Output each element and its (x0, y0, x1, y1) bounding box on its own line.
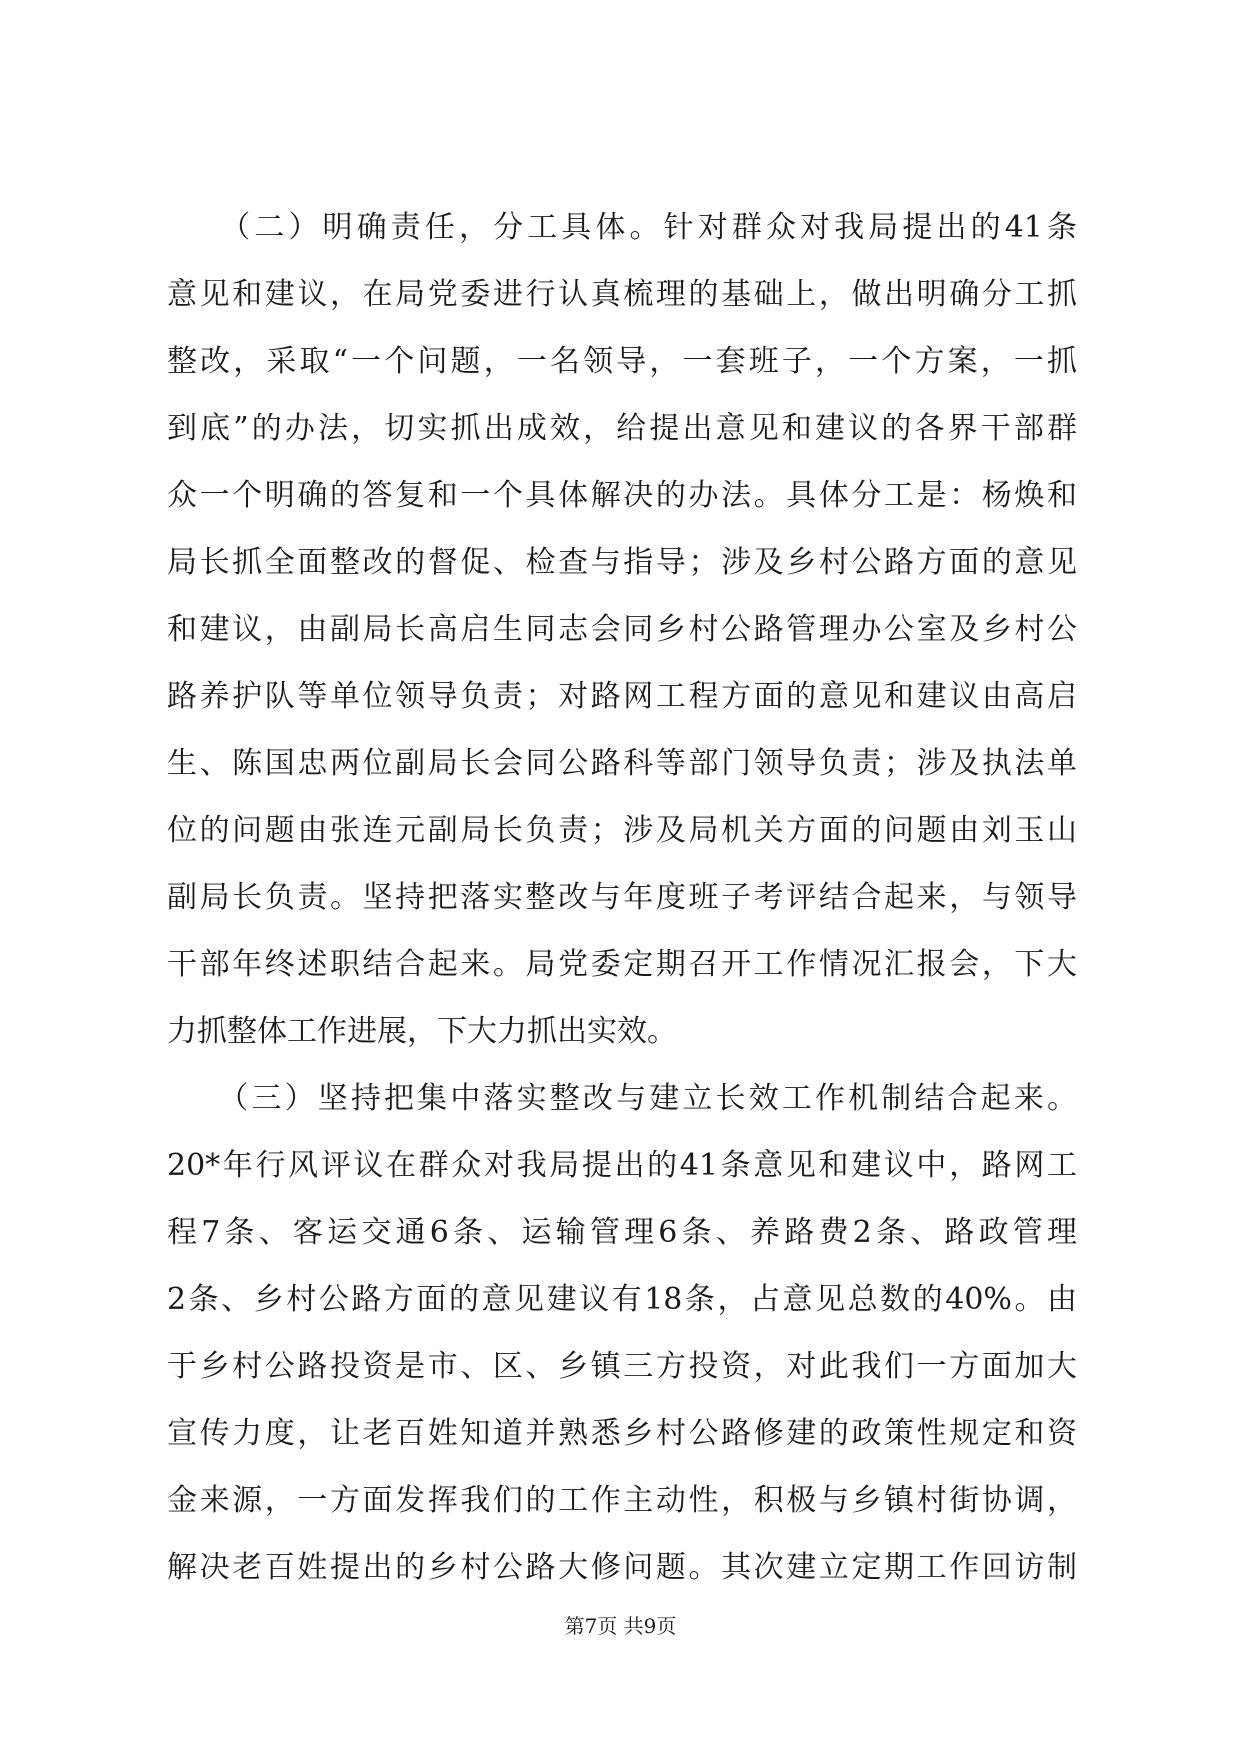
paragraph-line: 位的问题由张连元副局长负责；涉及局机关方面的问题由刘玉山 (167, 813, 1077, 848)
paragraph-line: 整改，采取“一个问题，一名领导，一套班子，一个方案，一抓 (167, 344, 1077, 379)
paragraph-line: 意见和建议，在局党委进行认真梳理的基础上，做出明确分工抓 (167, 277, 1077, 312)
paragraph-line: 力抓整体工作进展，下大力抓出实效。 (167, 1014, 677, 1049)
paragraph-line: 20*年行风评议在群众对我局提出的41条意见和建议中，路网工 (167, 1148, 1077, 1183)
paragraph-line: 到底”的办法，切实抓出成效，给提出意见和建议的各界干部群 (167, 411, 1077, 446)
paragraph-line: 众一个明确的答复和一个具体解决的办法。具体分工是：杨焕和 (167, 478, 1077, 513)
paragraph-line: 局长抓全面整改的督促、检查与指导；涉及乡村公路方面的意见 (167, 545, 1077, 580)
paragraph-line: 金来源，一方面发挥我们的工作主动性，积极与乡镇村街协调， (167, 1483, 1077, 1518)
paragraph-line: 宣传力度，让老百姓知道并熟悉乡村公路修建的政策性规定和资 (167, 1416, 1077, 1451)
page-number-footer: 第7页 共9页 (564, 1614, 677, 1638)
paragraph-line: 生、陈国忠两位副局长会同公路科等部门领导负责；涉及执法单 (167, 746, 1077, 781)
paragraph-line: 干部年终述职结合起来。局党委定期召开工作情况汇报会，下大 (167, 947, 1077, 982)
paragraph-line: （二）明确责任，分工具体。针对群众对我局提出的41条 (167, 210, 1077, 245)
paragraph-line: 解决老百姓提出的乡村公路大修问题。其次建立定期工作回访制 (167, 1550, 1077, 1585)
paragraph-line: （三）坚持把集中落实整改与建立长效工作机制结合起来。 (167, 1081, 1077, 1116)
paragraph-line: 于乡村公路投资是市、区、乡镇三方投资，对此我们一方面加大 (167, 1349, 1077, 1384)
paragraph-line: 副局长负责。坚持把落实整改与年度班子考评结合起来，与领导 (167, 880, 1077, 915)
paragraph-line: 2条、乡村公路方面的意见建议有18条，占意见总数的40%。由 (167, 1282, 1077, 1317)
paragraph-line: 和建议，由副局长高启生同志会同乡村公路管理办公室及乡村公 (167, 612, 1077, 647)
paragraph-line: 路养护队等单位领导负责；对路网工程方面的意见和建议由高启 (167, 679, 1077, 714)
paragraph-line: 程7条、客运交通6条、运输管理6条、养路费2条、路政管理 (167, 1215, 1077, 1250)
